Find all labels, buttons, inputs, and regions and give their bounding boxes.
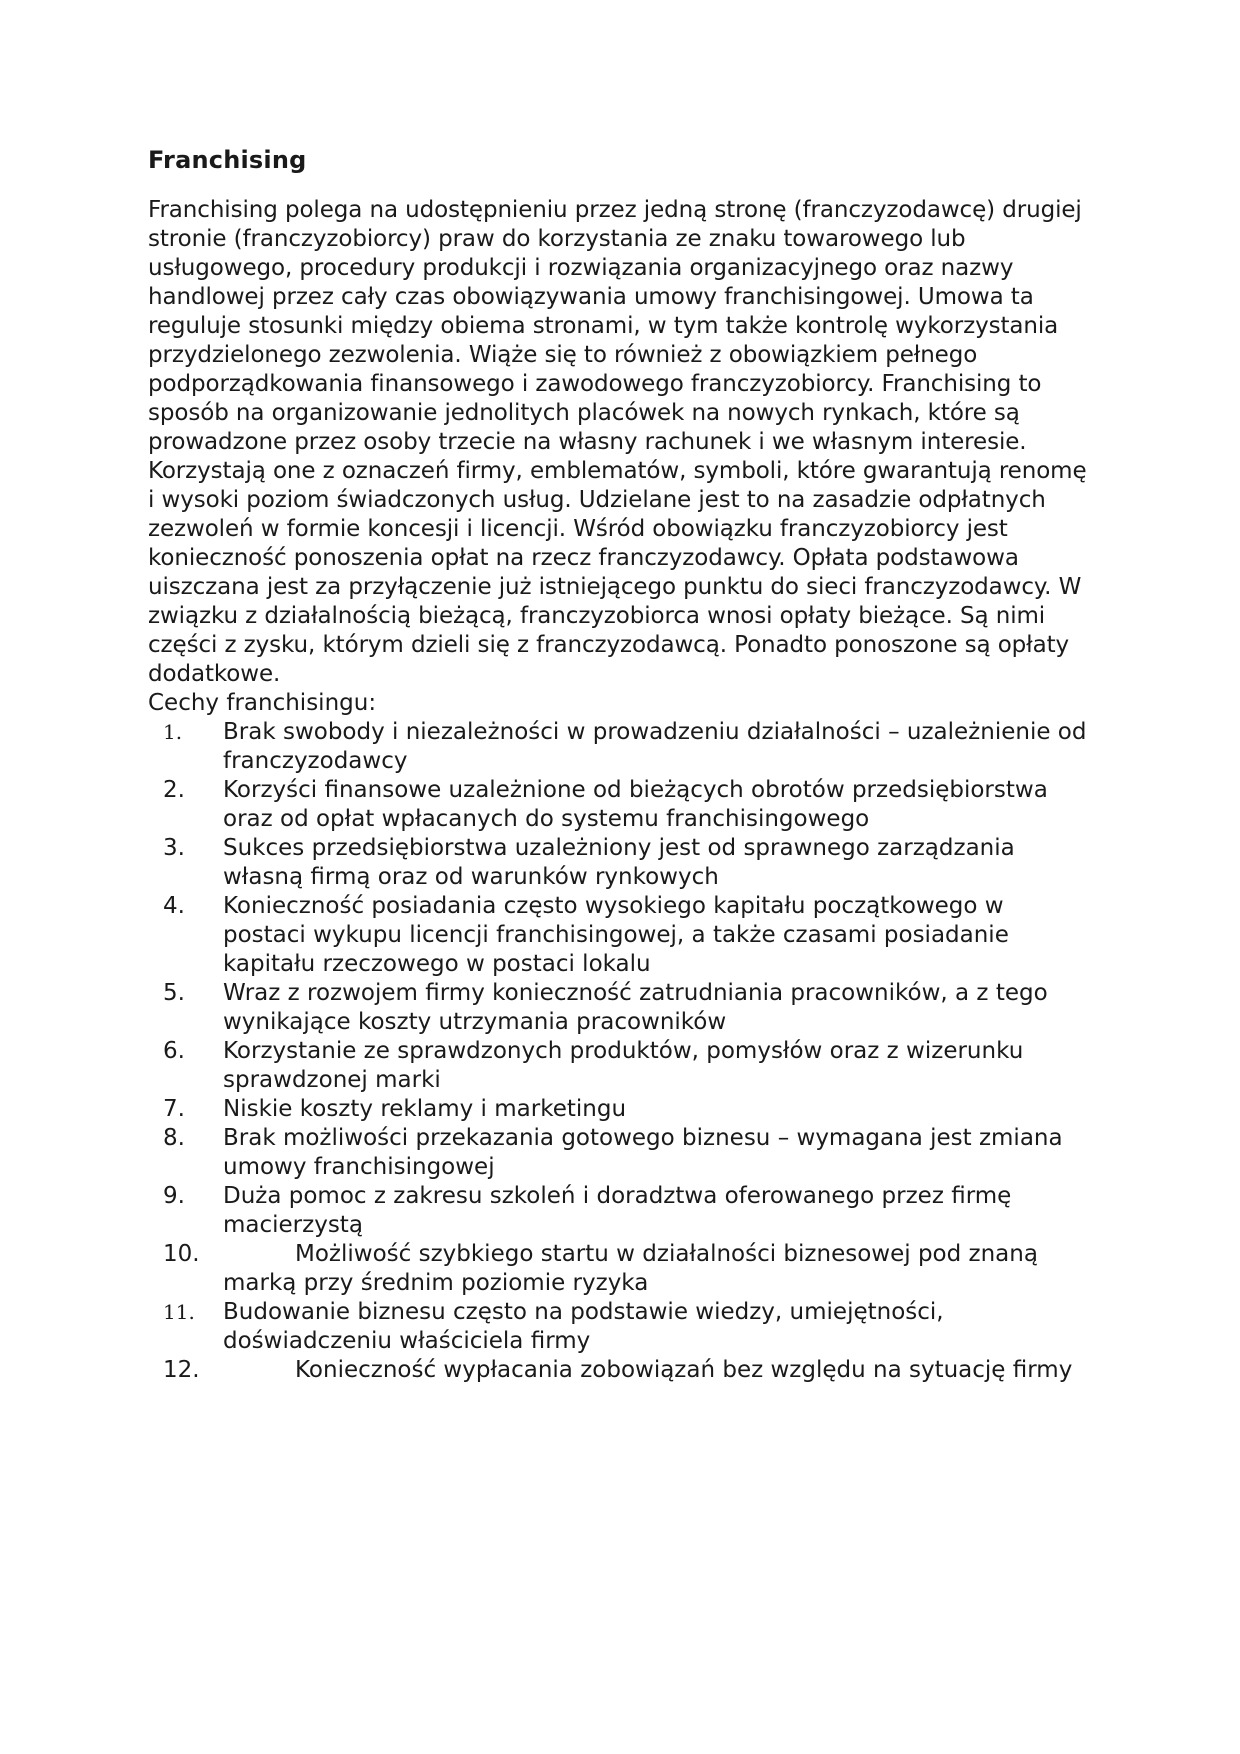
list-item-number: 10. <box>163 1241 200 1267</box>
list-item-text: Niskie koszty reklamy i marketingu <box>223 1096 627 1122</box>
list-item <box>148 1182 1088 1240</box>
list-item <box>148 1095 1088 1124</box>
features-heading: Cechy franchisingu: <box>148 690 377 716</box>
list-item-number: 6. <box>163 1038 185 1064</box>
list-item-number: 5. <box>163 980 185 1006</box>
list-item <box>148 979 1088 1037</box>
list-item-text: Wraz z rozwojem firmy konieczność zatrudniania pracowników, a z tego wynikające koszty utrzymania pracowników <box>223 980 1048 1035</box>
list-item <box>148 776 1088 834</box>
list-item-text: Konieczność wypłacania zobowiązań bez względu na sytuację firmy <box>295 1357 1073 1383</box>
list-item-number: 8. <box>163 1125 185 1151</box>
list-item <box>148 1037 1088 1095</box>
list-item-number: 2. <box>163 777 185 803</box>
list-item-text: Możliwość szybkiego startu w działalności biznesowej pod znaną marką przy średnim poziomie ryzyka <box>223 1241 1038 1296</box>
list-item <box>148 1356 1088 1385</box>
list-item-number: 3. <box>163 835 185 861</box>
list-item-text: Korzyści finansowe uzależnione od bieżących obrotów przedsiębiorstwa oraz od opłat wpłacanych do systemu franchisingowego <box>223 777 1048 832</box>
document-title: Franchising <box>148 146 307 174</box>
list-item-text: Duża pomoc z zakresu szkoleń i doradztwa oferowanego przez firmę macierzystą <box>223 1183 1012 1238</box>
list-item-number: 9. <box>163 1183 185 1209</box>
body-paragraph: Franchising polega na udostępnieniu przez jedną stronę (franczyzodawcę) drugiej stronie (franczyzobiorcy) praw do korzystania ze znaku towarowego lub usługowego, procedury produkcji i rozwiązania organizacyjnego oraz nazwy handlowej przez cały czas obowiązywania umowy franchisingowej. Umowa ta reguluje stosunki między obiema stronami, w tym także kontrolę wykorzystania przydzielonego zezwolenia. Wiąże się to również z obowiązkiem pełnego podporządkowania finansowego i zawodowego franczyzobiorcy. Franchising to sposób na organizowanie jednolitych placówek na nowych rynkach, które są prowadzone przez osoby trzecie na własny rachunek i we własnym interesie. Korzystają one z oznaczeń firmy, emblematów, symboli, które gwarantują renomę i wysoki poziom świadczonych usług. Udzielane jest to na zasadzie odpłatnych zezwoleń w formie koncesji i licencji. Wśród obowiązku franczyzobiorcy jest konieczność ponoszenia opłat na rzecz franczyzodawcy. Opłata podstawowa uiszczana jest za przyłączenie już istniejącego punktu do sieci franczyzodawcy. W związku z działalnością bieżącą, franczyzobiorca wnosi opłaty bieżące. Są nimi części z zysku, którym dzieli się z franczyzodawcą. Ponadto ponoszone są opłaty dodatkowe. <box>148 197 1087 687</box>
features-list <box>148 718 1088 1385</box>
list-item <box>148 1124 1088 1182</box>
list-item <box>148 834 1088 892</box>
list-item <box>148 1240 1088 1298</box>
list-item-number: 1. <box>163 720 183 744</box>
list-item-number: 7. <box>163 1096 185 1122</box>
list-item <box>148 718 1088 776</box>
list-item <box>148 892 1088 979</box>
list-item-text: Konieczność posiadania często wysokiego kapitału początkowego w postaci wykupu licencji franchisingowej, a także czasami posiadanie kapitału rzeczowego w postaci lokalu <box>223 893 1009 977</box>
list-item-number: 4. <box>163 893 185 919</box>
list-item-text: Sukces przedsiębiorstwa uzależniony jest od sprawnego zarządzania własną firmą oraz od warunków rynkowych <box>223 835 1015 890</box>
list-item-number: 11. <box>163 1300 195 1324</box>
list-item-text: Budowanie biznesu często na podstawie wiedzy, umiejętności, doświadczeniu właściciela firmy <box>223 1299 944 1354</box>
list-item-number: 12. <box>163 1357 200 1383</box>
list-item <box>148 1298 1088 1356</box>
document-page <box>148 140 1088 1385</box>
list-item-text: Brak możliwości przekazania gotowego biznesu – wymagana jest zmiana umowy franchisingowej <box>223 1125 1063 1180</box>
list-item-text: Korzystanie ze sprawdzonych produktów, pomysłów oraz z wizerunku sprawdzonej marki <box>223 1038 1024 1093</box>
list-item-text: Brak swobody i niezależności w prowadzeniu działalności – uzależnienie od franczyzodawcy <box>223 719 1087 774</box>
